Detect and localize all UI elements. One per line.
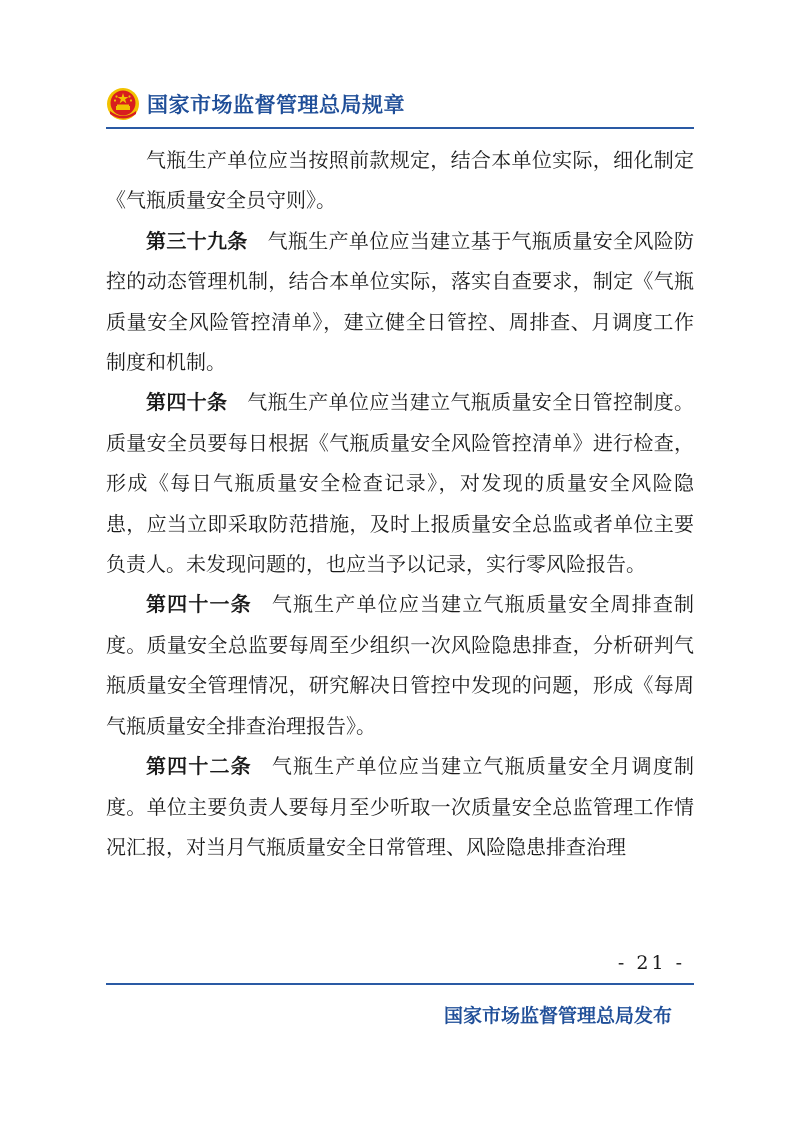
- footer-divider: [106, 983, 694, 985]
- paragraph: [106, 140, 694, 221]
- header-divider: [106, 127, 694, 129]
- page-header: [106, 84, 405, 124]
- footer-publisher: 国家市场监督管理总局发布: [444, 1005, 673, 1027]
- article-39: [106, 221, 694, 383]
- article-number: 第四十二条: [146, 754, 252, 779]
- article-40: [106, 382, 694, 584]
- national-emblem-icon: [106, 87, 140, 121]
- document-body: [106, 140, 694, 867]
- article-number: 第四十一条: [146, 592, 252, 617]
- article-text: 气瓶生产单位应当建立基于气瓶质量安全风险防控的动态管理机制，结合本单位实际，落实自查要求，制定《气瓶质量安全风险管控清单》，建立健全日管控、周排查、月调度工作制度和机制。: [106, 228, 695, 375]
- article-number: 第四十条: [146, 390, 228, 415]
- article-41: [106, 584, 694, 746]
- header-title: 国家市场监督管理总局规章: [147, 93, 405, 117]
- article-text: 气瓶生产单位应当建立气瓶质量安全月调度制度。单位主要负责人要每月至少听取一次质量安全总监管理工作情况汇报，对当月气瓶质量安全日常管理、风险隐患排查治理: [106, 754, 695, 859]
- article-number: 第三十九条: [146, 228, 248, 253]
- article-42: [106, 746, 694, 867]
- article-text: 气瓶生产单位应当建立气瓶质量安全日管控制度。质量安全员要每日根据《气瓶质量安全风险管控清单》进行检查，形成《每日气瓶质量安全检查记录》，对发现的质量安全风险隐患，应当立即采取防范措施，及时上报质量安全总监或者单位主要负责人。未发现问题的，也应当予以记录，实行零风险报告。: [106, 390, 695, 577]
- article-text: 气瓶生产单位应当建立气瓶质量安全周排查制度。质量安全总监要每周至少组织一次风险隐患排查，分析研判气瓶质量安全管理情况，研究解决日管控中发现的问题，形成《每周气瓶质量安全排查治理报告》。: [106, 592, 695, 738]
- paragraph-text: 气瓶生产单位应当按照前款规定，结合本单位实际，细化制定《气瓶质量安全员守则》。: [106, 148, 694, 213]
- page-number: - 21 -: [617, 952, 685, 974]
